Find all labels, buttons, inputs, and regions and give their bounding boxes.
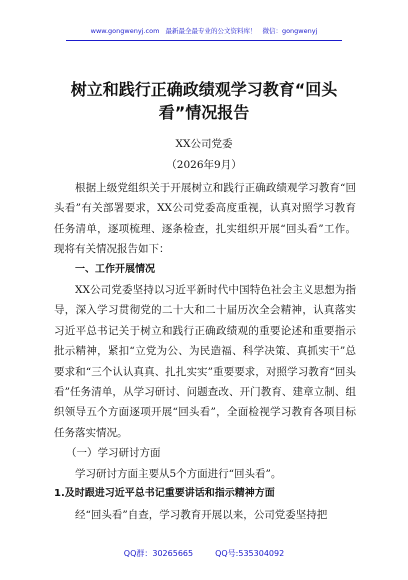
subsection-paragraph: 学习研讨方面主要从5个方面进行“回头看”。 [75,467,282,480]
subsection-heading: （一）学习研讨方面 [66,447,161,460]
site-header [0,26,408,35]
intro-paragraph: 根据上级党组织关于开展树立和践行正确政绩观学习教育“回头看”有关部署要求，XX公司党委高度重视，认真对照学习教育任务清单，逐项梳理、逐条检查，扎实组织开展“回头看”工作。现将有关情况报告如下： [54,182,356,256]
section-paragraph: XX公司党委坚持以习近平新时代中国特色社会主义思想为指导，深入学习贯彻党的二十大和二十届历次全会精神，认真落实习近平总书记关于树立和践行正确政绩观的重要论述和重要指示批示精神，紧扣“立党为公、为民造福、科学决策、真抓实干”总要求和“三个认认真真、扎扎实实”重要要求，对照学习教育“回头看”任务清单，从学习研讨、问题查改、开门教育、建章立制、组织领导五个方面逐项开展“回头看”，全面检视学习教育各项目标任务落实情况。 [54,284,356,439]
item-paragraph: 经“回头看”自查，学习教育开展以来，公司党委坚持把 [75,508,328,521]
document-title: 树立和践行正确政绩观学习教育“回头看”情况报告 [70,80,338,122]
item-heading: 1.及时跟进习近平总书记重要讲话和指示精神方面 [54,488,275,500]
document-author: XX公司党委 [175,138,233,150]
qq-number: QQ号:535304092 [215,549,285,558]
page-footer [0,548,408,559]
site-url[interactable]: www.gongwenyj.com [90,27,160,35]
header-divider [66,40,342,41]
document-date: （2026年9月） [166,159,242,171]
wechat-id: 微信：gongwenyj [262,27,318,35]
section-heading: 一、工作开展情况 [75,263,155,275]
document-body [54,178,356,525]
qq-group: QQ群：30265665 [123,549,194,558]
site-slogan: 最新最全最专业的公文资料库！ [165,27,257,35]
